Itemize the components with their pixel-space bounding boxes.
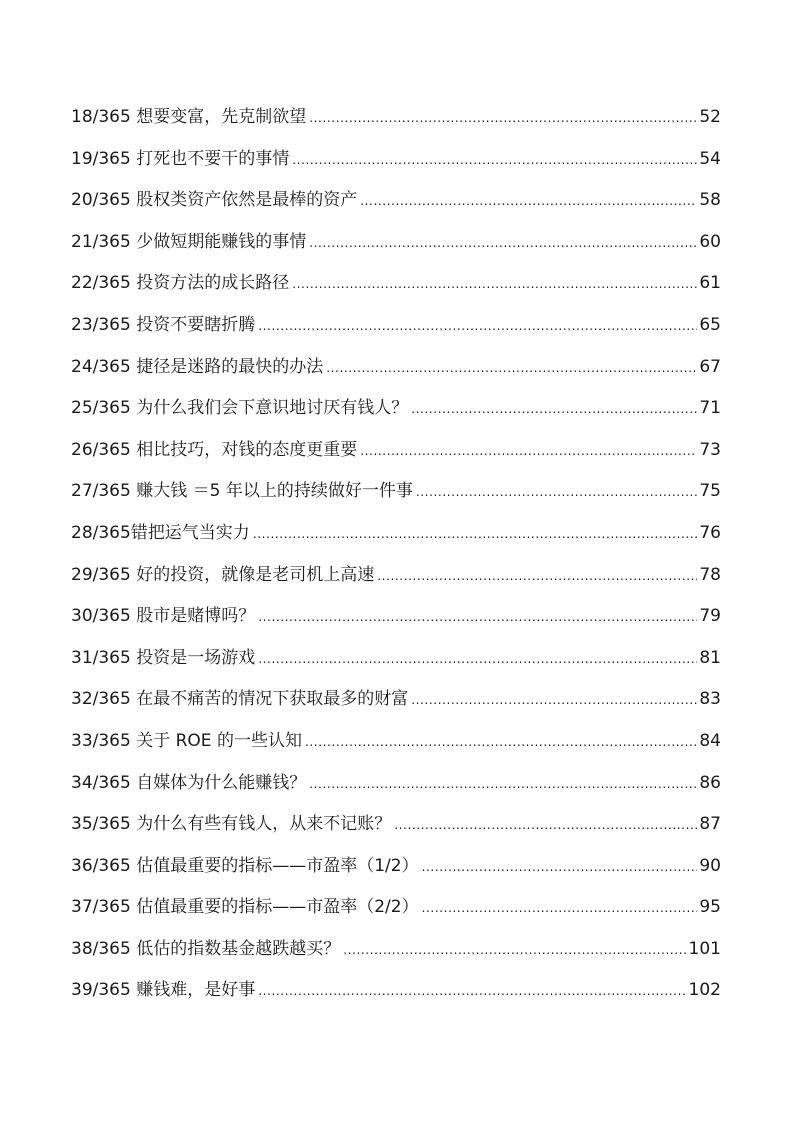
toc-entry[interactable] bbox=[71, 555, 721, 597]
toc-entry-title: 26/365 相比技巧，对钱的态度更重要 bbox=[71, 439, 358, 460]
toc-entry-page: 90 bbox=[699, 855, 721, 876]
toc-entry-page: 101 bbox=[688, 938, 721, 959]
toc-entry-title: 25/365 为什么我们会下意识地讨厌有钱人？ bbox=[71, 398, 409, 419]
toc-dot-leader bbox=[422, 888, 698, 930]
toc-entry[interactable] bbox=[71, 97, 721, 139]
toc-dot-leader bbox=[292, 140, 697, 182]
toc-entry-page: 81 bbox=[699, 647, 721, 668]
toc-dot-leader bbox=[309, 223, 697, 265]
toc-dot-leader bbox=[360, 181, 697, 223]
toc-entry[interactable] bbox=[71, 970, 721, 1012]
toc-dot-leader bbox=[258, 971, 686, 1013]
toc-entry-page: 71 bbox=[699, 398, 721, 419]
table-of-contents bbox=[71, 97, 721, 1012]
toc-entry-title: 18/365 想要变富，先克制欲望 bbox=[71, 107, 307, 127]
toc-entry-title: 23/365 投资不要瞎折腾 bbox=[71, 314, 256, 335]
toc-entry[interactable] bbox=[71, 679, 721, 721]
toc-entry-page: 52 bbox=[699, 107, 721, 127]
toc-dot-leader bbox=[360, 431, 697, 473]
toc-entry-title: 29/365 好的投资，就像是老司机上高速 bbox=[71, 564, 375, 585]
toc-entry-title: 22/365 投资方法的成长路径 bbox=[71, 273, 290, 294]
toc-entry-page: 54 bbox=[699, 148, 721, 169]
toc-entry[interactable] bbox=[71, 596, 721, 638]
toc-entry-title: 30/365 股市是赌博吗？ bbox=[71, 606, 256, 627]
toc-entry-title: 33/365 关于 ROE 的一些认知 bbox=[71, 730, 302, 751]
toc-entry-title: 20/365 股权类资产依然是最棒的资产 bbox=[71, 190, 358, 211]
toc-entry-page: 61 bbox=[699, 273, 721, 294]
toc-entry-page: 84 bbox=[699, 730, 721, 751]
toc-entry-title: 36/365 估值最重要的指标——市盈率（1/2） bbox=[71, 855, 419, 876]
toc-entry-title: 31/365 投资是一场游戏 bbox=[71, 647, 256, 668]
toc-dot-leader bbox=[326, 348, 697, 390]
toc-entry-page: 67 bbox=[699, 356, 721, 377]
toc-dot-leader bbox=[411, 389, 697, 431]
toc-entry[interactable] bbox=[71, 305, 721, 347]
toc-dot-leader bbox=[377, 556, 697, 598]
toc-entry[interactable] bbox=[71, 347, 721, 389]
toc-entry[interactable] bbox=[71, 887, 721, 929]
toc-entry[interactable] bbox=[71, 471, 721, 513]
toc-entry-page: 95 bbox=[699, 897, 721, 918]
toc-dot-leader bbox=[258, 639, 697, 681]
toc-entry[interactable] bbox=[71, 513, 721, 555]
toc-entry[interactable] bbox=[71, 180, 721, 222]
toc-entry-title: 35/365 为什么有些有钱人，从来不记账？ bbox=[71, 814, 392, 835]
toc-entry[interactable] bbox=[71, 638, 721, 680]
toc-entry-page: 65 bbox=[699, 314, 721, 335]
toc-entry-page: 87 bbox=[699, 814, 721, 835]
toc-dot-leader bbox=[309, 764, 697, 806]
toc-entry[interactable] bbox=[71, 263, 721, 305]
toc-entry-title: 19/365 打死也不要干的事情 bbox=[71, 148, 290, 169]
toc-dot-leader bbox=[416, 472, 698, 514]
toc-entry-page: 75 bbox=[699, 481, 721, 502]
toc-entry[interactable] bbox=[71, 388, 721, 430]
toc-entry-title: 37/365 估值最重要的指标——市盈率（2/2） bbox=[71, 897, 419, 918]
toc-dot-leader bbox=[411, 680, 697, 722]
toc-entry-title: 39/365 赚钱难，是好事 bbox=[71, 980, 256, 1001]
toc-entry[interactable] bbox=[71, 763, 721, 805]
toc-entry[interactable] bbox=[71, 929, 721, 971]
toc-dot-leader bbox=[292, 264, 697, 306]
toc-entry-title: 34/365 自媒体为什么能赚钱？ bbox=[71, 772, 307, 793]
toc-entry-title: 32/365 在最不痛苦的情况下获取最多的财富 bbox=[71, 689, 409, 710]
toc-entry-page: 76 bbox=[699, 522, 721, 543]
toc-entry-page: 86 bbox=[699, 772, 721, 793]
toc-entry-title: 38/365 低估的指数基金越跌越买？ bbox=[71, 938, 341, 959]
toc-dot-leader bbox=[258, 597, 697, 639]
toc-entry-page: 102 bbox=[688, 980, 721, 1001]
toc-entry-title: 21/365 少做短期能赚钱的事情 bbox=[71, 231, 307, 252]
toc-dot-leader bbox=[258, 306, 697, 348]
toc-dot-leader bbox=[394, 805, 697, 847]
toc-dot-leader bbox=[305, 722, 697, 764]
toc-entry[interactable] bbox=[71, 846, 721, 888]
toc-entry[interactable] bbox=[71, 721, 721, 763]
toc-entry-title: 24/365 捷径是迷路的最快的办法 bbox=[71, 356, 324, 377]
toc-entry[interactable] bbox=[71, 430, 721, 472]
toc-entry-page: 73 bbox=[699, 439, 721, 460]
toc-entry-title: 27/365 赚大钱 ＝5 年以上的持续做好一件事 bbox=[71, 481, 413, 502]
toc-dot-leader bbox=[253, 514, 698, 556]
toc-entry[interactable] bbox=[71, 139, 721, 181]
toc-entry[interactable] bbox=[71, 804, 721, 846]
toc-entry-page: 83 bbox=[699, 689, 721, 710]
toc-entry[interactable] bbox=[71, 222, 721, 264]
toc-entry-page: 79 bbox=[699, 606, 721, 627]
toc-entry-page: 58 bbox=[699, 190, 721, 211]
toc-entry-page: 60 bbox=[699, 231, 721, 252]
toc-dot-leader bbox=[422, 847, 698, 889]
toc-dot-leader bbox=[343, 930, 686, 972]
toc-dot-leader bbox=[309, 98, 697, 140]
toc-entry-page: 78 bbox=[699, 564, 721, 585]
toc-entry-title: 28/365错把运气当实力 bbox=[71, 522, 250, 543]
